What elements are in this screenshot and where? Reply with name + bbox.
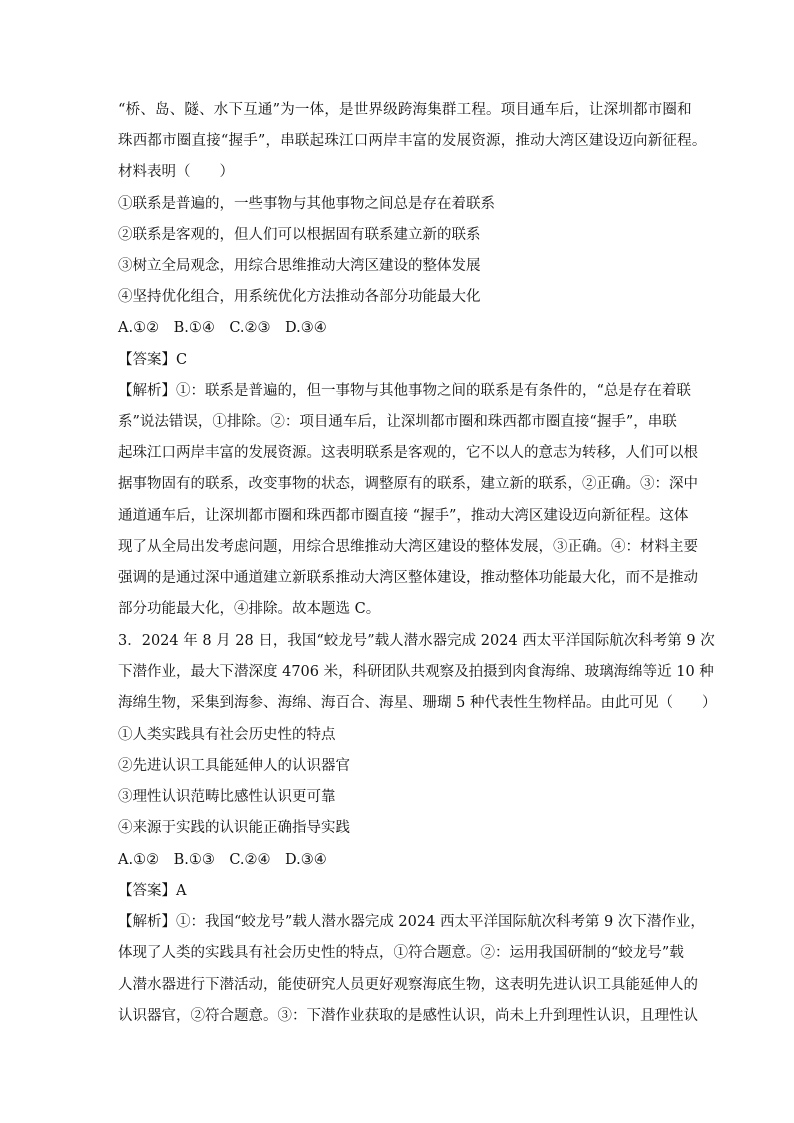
question-3-option-2: ②先进认识工具能延伸人的认识器官 [118,758,350,774]
question-3-stem-line-1: 3．2024 年 8 月 28 日，我国“蛟龙号”载人潜水器完成 2024 西太平洋国际航次科考第 9 次 [118,633,715,649]
question-3-analysis-line-1: 【解析】①：我国“蛟龙号”载人潜水器完成 2024 西太平洋国际航次科考第 9 次下潜作业， [118,914,705,930]
question-2-stem-line-1: “桥、岛、隧、水下互通”为一体，是世界级跨海集群工程。项目通车后，让深圳都市圈和 [118,102,692,118]
question-3-analysis-line-4: 认识器官，②符合题意。③：下潜作业获取的是感性认识，尚未上升到理性认识，且理性认 [118,1008,698,1024]
question-2-analysis-line-1: 【解析】①：联系是普遍的，但一事物与其他事物之间的联系是有条件的，“总是存在着联 [118,383,691,399]
question-3-option-4: ④来源于实践的认识能正确指导实践 [118,820,350,836]
question-3-analysis-line-3: 人潜水器进行下潜活动，能使研究人员更好观察海底生物，这表明先进认识工具能延伸人的 [118,977,698,993]
question-2-analysis-line-3: 起珠江口两岸丰富的发展资源。这表明联系是客观的，它不以人的意志为转移，人们可以根 [118,445,698,461]
question-3-stem-line-3: 海绵生物，采集到海参、海绵、海百合、海星、珊瑚 5 种代表性生物样品。由此可见（ ） [118,695,717,711]
question-3-stem-line-2: 下潜作业，最大下潜深度 4706 米，科研团队共观察及拍摄到肉食海绵、玻璃海绵等近 10 种 [118,664,714,680]
question-2-option-1: ①联系是普遍的，一些事物与其他事物之间总是存在着联系 [118,196,495,212]
question-2-analysis-line-7: 强调的是通过深中通道建立新联系推动大湾区整体建设，推动整体功能最大化，而不是推动 [118,570,698,586]
question-3-answer: 【答案】A [118,883,187,899]
question-2-analysis-line-2: 系”说法错误，①排除。②：项目通车后，让深圳都市圈和珠西都市圈直接“握手”，串联 [118,414,677,430]
question-3-analysis-line-2: 体现了人类的实践具有社会历史性的特点，①符合题意。②：运用我国研制的“蛟龙号”载 [118,945,684,961]
question-2-choices: A.①② B.①④ C.②③ D.③④ [118,320,327,336]
question-3-choices: A.①② B.①③ C.②④ D.③④ [118,852,327,868]
question-2-answer: 【答案】C [118,352,188,368]
question-2-analysis-line-5: 通道通车后，让深圳都市圈和珠西都市圈直接 “握手”，推动大湾区建设迈向新征程。这体 [118,508,689,524]
question-2-analysis-line-6: 现了从全局出发考虑问题，用综合思维推动大湾区建设的整体发展，③正确。④：材料主要 [118,539,698,555]
question-2-stem-line-3: 材料表明（ ） [118,164,234,180]
question-2-option-4: ④坚持优化组合，用系统优化方法推动各部分功能最大化 [118,289,481,305]
question-2-stem-line-2: 珠西都市圈直接“握手”，串联起珠江口两岸丰富的发展资源，推动大湾区建设迈向新征程。 [118,133,707,149]
question-2-analysis-line-8: 部分功能最大化，④排除。故本题选 C。 [118,601,381,617]
question-2-option-3: ③树立全局观念，用综合思维推动大湾区建设的整体发展 [118,258,481,274]
question-2-analysis-line-4: 据事物固有的联系，改变事物的状态，调整原有的联系，建立新的联系，②正确。③：深中 [118,476,698,492]
question-3-option-1: ①人类实践具有社会历史性的特点 [118,727,336,743]
question-2-option-2: ②联系是客观的，但人们可以根据固有联系建立新的联系 [118,227,481,243]
question-3-option-3: ③理性认识范畴比感性认识更可靠 [118,789,336,805]
